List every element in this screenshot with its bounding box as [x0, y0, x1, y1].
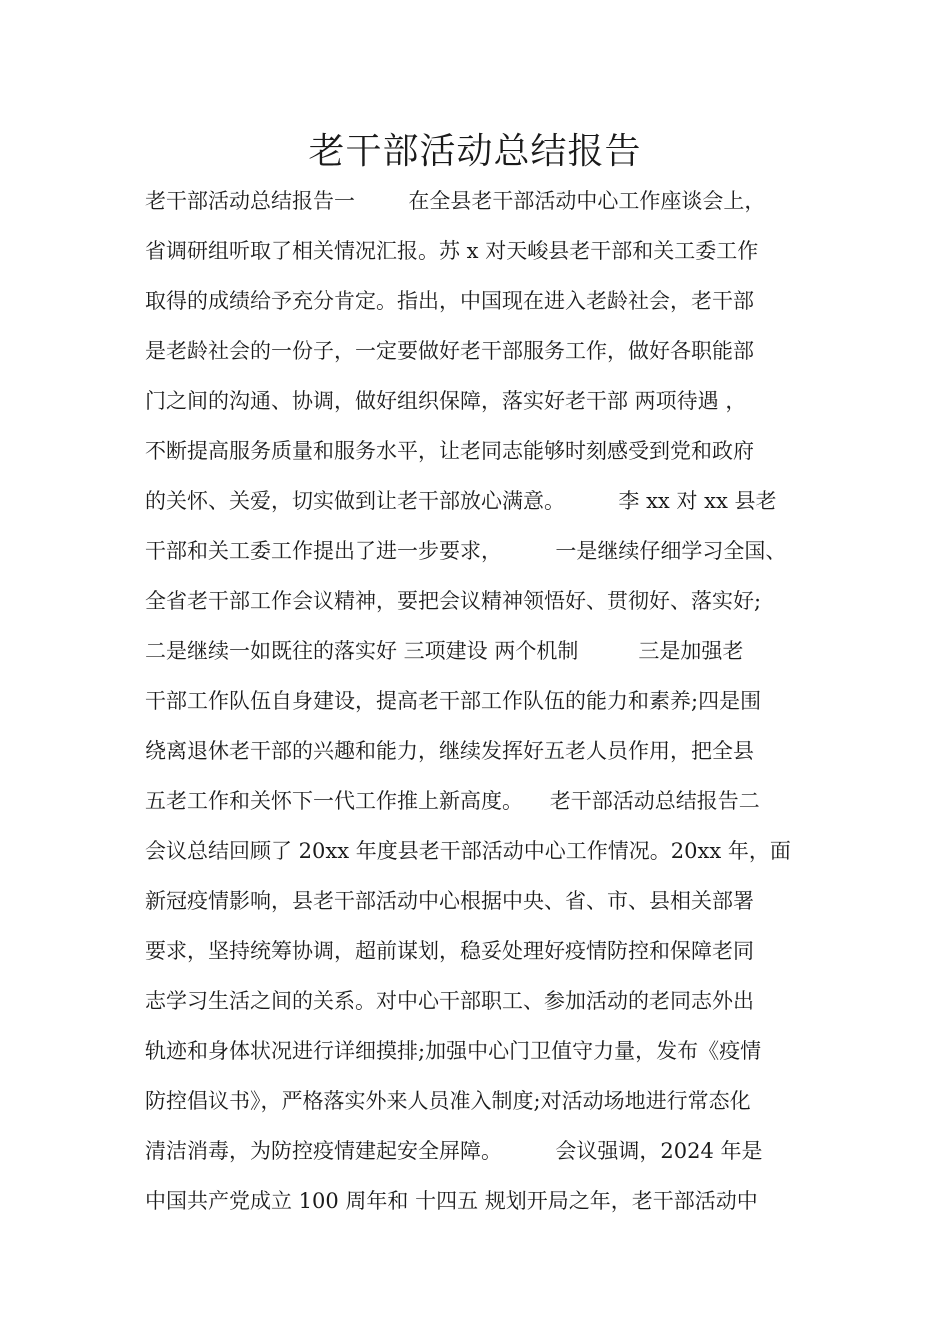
text-line: 干部和关工委工作提出了进一步要求， 一是继续仔细学习全国、 — [145, 539, 787, 563]
text-line: 省调研组听取了相关情况汇报。苏 x 对天峻县老干部和关工委工作 — [145, 239, 759, 263]
text-line: 绕离退休老干部的兴趣和能力，继续发挥好五老人员作用，把全县 — [145, 739, 754, 763]
text-line: 中国共产党成立 100 周年和 十四五 规划开局之年，老干部活动中 — [145, 1189, 758, 1213]
text-line: 不断提高服务质量和服务水平，让老同志能够时刻感受到党和政府 — [145, 439, 754, 463]
text-line: 门之间的沟通、协调，做好组织保障，落实好老干部 两项待遇 ， — [145, 389, 747, 413]
text-line: 要求，坚持统筹协调，超前谋划，稳妥处理好疫情防控和保障老同 — [145, 939, 754, 963]
text-line: 防控倡议书》，严格落实外来人员准入制度;对活动场地进行常态化 — [145, 1089, 751, 1113]
text-line: 干部工作队伍自身建设，提高老干部工作队伍的能力和素养;四是围 — [145, 689, 762, 713]
text-line: 全省老干部工作会议精神，要把会议精神领悟好、贯彻好、落实好; — [145, 589, 762, 613]
text-line: 清洁消毒，为防控疫情建起安全屏障。 会议强调，2024 年是 — [145, 1139, 763, 1163]
document-title: 老干部活动总结报告 — [308, 131, 642, 172]
text-line: 的关怀、关爱，切实做到让老干部放心满意。 李 xx 对 xx 县老 — [145, 489, 777, 513]
text-line: 是老龄社会的一份子，一定要做好老干部服务工作，做好各职能部 — [145, 339, 754, 363]
text-line: 二是继续一如既往的落实好 三项建设 两个机制 三是加强老 — [145, 639, 744, 663]
text-line: 会议总结回顾了 20xx 年度县老干部活动中心工作情况。20xx 年，面 — [145, 839, 791, 863]
document-body — [145, 176, 845, 1226]
text-line: 取得的成绩给予充分肯定。指出，中国现在进入老龄社会，老干部 — [145, 289, 754, 313]
text-line: 轨迹和身体状况进行详细摸排;加强中心门卫值守力量，发布《疫情 — [145, 1039, 762, 1063]
text-line: 老干部活动总结报告一 在全县老干部活动中心工作座谈会上， — [145, 189, 766, 213]
text-line: 新冠疫情影响，县老干部活动中心根据中央、省、市、县相关部署 — [145, 889, 754, 913]
text-line: 五老工作和关怀下一代工作推上新高度。 老干部活动总结报告二 — [145, 789, 760, 813]
text-line: 志学习生活之间的关系。对中心干部职工、参加活动的老同志外出 — [145, 989, 754, 1013]
